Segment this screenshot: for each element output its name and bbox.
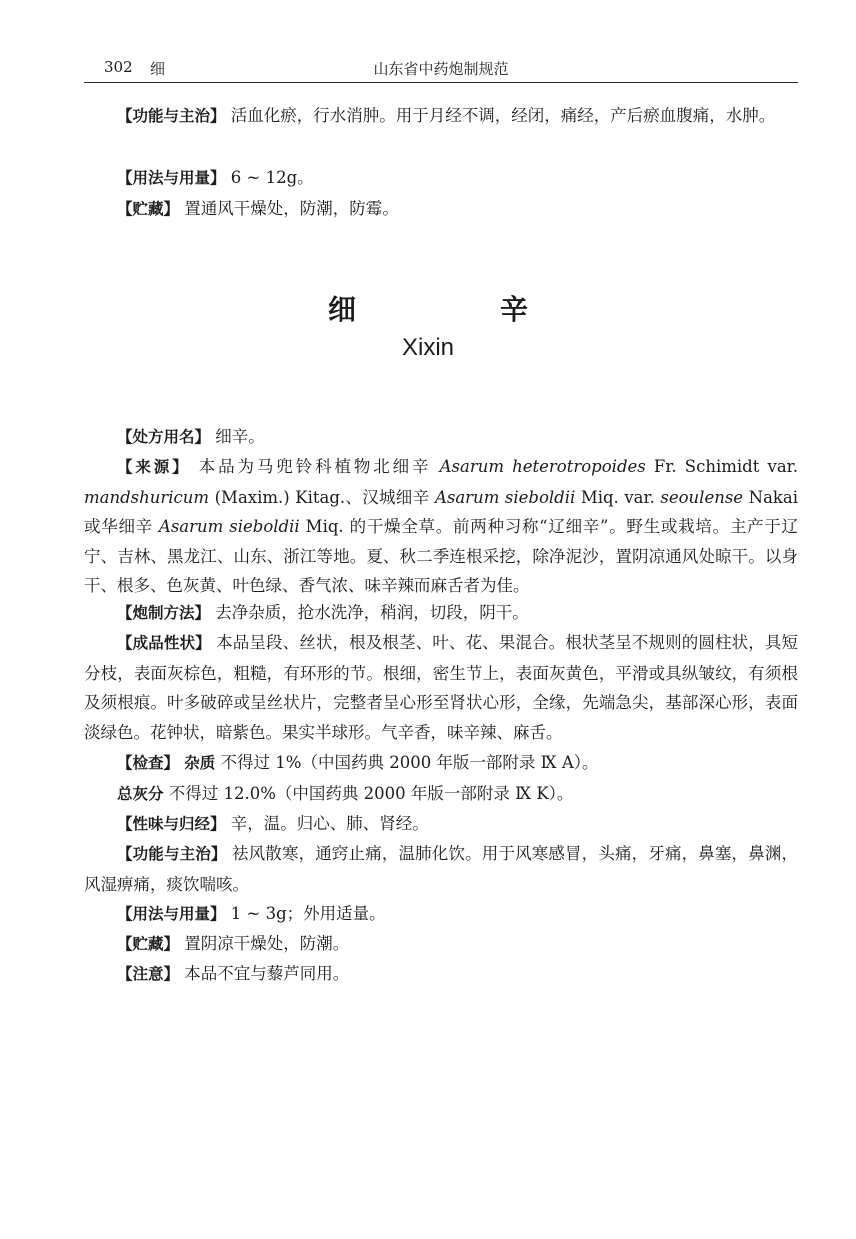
characters-paragraph [84, 628, 798, 747]
monograph-pinyin: Xixin [401, 334, 455, 361]
dosage-label: 【用法与用量】 [117, 905, 226, 923]
source-latin-2: mandshuricum [84, 487, 210, 507]
source-text-6: Miq. 的干燥全草。前两种习称“辽细辛”。野生或栽培。主产于辽宁、吉林、黑龙江、山东、浙江等地。夏、秋二季连根采挖，除净泥沙，置阴凉通风处晾干。以身干、根多、色灰黄、叶色绿、香气浓、味辛辣而麻舌者为佳。 [84, 517, 799, 595]
characters-text: 本品呈段、丝状，根及根茎、叶、花、果混合。根状茎呈不规则的圆柱状，具短分枝，表面灰棕色，粗糙，有环形的节。根细，密生节上，表面灰黄色，平滑或具纵皱纹，有须根及须根痕。叶多破碎或呈丝状片，完整者呈心形至肾状心形，全缘，先端急尖，基部深心形，表面淡绿色。花钟状，暗紫色。果实半球形。气辛香，味辛辣、麻舌。 [84, 633, 798, 742]
caution-label: 【注意】 [117, 965, 180, 983]
dosage-text: 1 ~ 3g；外用适量。 [230, 904, 386, 923]
monograph-title: 细 辛 [327, 293, 586, 326]
function-label: 【功能与主治】 [117, 845, 227, 863]
source-label: 【来源】 [117, 458, 191, 476]
caution-paragraph [84, 959, 798, 990]
prev-storage-label: 【贮藏】 [117, 200, 180, 218]
nature-text: 辛，温。归心、肺、肾经。 [230, 814, 429, 833]
prev-storage-paragraph [84, 194, 798, 225]
impurity-text: 不得过 1%（中国药典 2000 年版一部附录 Ⅸ A）。 [220, 753, 599, 772]
storage-text: 置阴凉干燥处，防潮。 [184, 934, 350, 953]
total-ash-text: 不得过 12.0%（中国药典 2000 年版一部附录 Ⅸ K）。 [168, 784, 574, 803]
prescription-name-paragraph [84, 422, 798, 453]
total-ash-paragraph [84, 779, 798, 810]
prescription-name-label: 【处方用名】 [117, 428, 211, 446]
page-header [84, 56, 798, 83]
source-latin-1: Asarum heterotropoides [439, 457, 646, 476]
storage-paragraph [84, 929, 798, 960]
processing-text: 去净杂质，抢水洗净，稍润，切段，阴干。 [215, 603, 529, 622]
dosage-paragraph [84, 899, 798, 930]
prev-storage-text: 置通风干燥处，防潮，防霉。 [184, 199, 399, 218]
section-character: 细 [150, 60, 166, 78]
function-paragraph [84, 839, 798, 899]
total-ash-label: 总灰分 [117, 785, 164, 803]
storage-label: 【贮藏】 [117, 935, 180, 953]
processing-label: 【炮制方法】 [117, 604, 211, 622]
source-text-5: Nakai 或华细辛 [84, 487, 799, 536]
impurity-label: 杂质 [184, 754, 216, 772]
book-title: 山东省中药炮制规范 [373, 60, 509, 78]
source-text-1: 本品为马兜铃科植物北细辛 [198, 457, 432, 476]
nature-paragraph [84, 809, 798, 840]
source-latin-4: seoulense [660, 487, 744, 507]
prev-dosage-paragraph [84, 163, 798, 194]
page-number: 302 [104, 58, 133, 76]
source-latin-3: Asarum sieboldii [434, 487, 576, 507]
prev-function-text: 活血化瘀，行水消肿。用于月经不调，经闭，痛经，产后瘀血腹痛，水肿。 [230, 106, 776, 125]
nature-label: 【性味与归经】 [117, 815, 226, 833]
prev-function-paragraph [84, 101, 798, 132]
source-paragraph [84, 452, 798, 601]
function-text: 祛风散寒，通窍止痛，温肺化饮。用于风寒感冒，头痛，牙痛，鼻塞，鼻渊，风湿痹痛，痰饮喘咳。 [84, 844, 799, 894]
inspection-label: 【检查】 [117, 754, 180, 772]
prev-dosage-label: 【用法与用量】 [117, 169, 226, 187]
inspection-paragraph [84, 748, 798, 779]
processing-paragraph [84, 598, 798, 629]
prev-dosage-text: 6 ~ 12g。 [230, 168, 314, 187]
prescription-name-text: 细辛。 [215, 427, 265, 446]
caution-text: 本品不宜与藜芦同用。 [184, 964, 350, 983]
source-text-4: Miq. var. [580, 487, 655, 507]
source-text-3: (Maxim.) Kitag.、汉城细辛 [214, 487, 430, 507]
source-text-2: Fr. Schimidt var. [653, 457, 798, 476]
source-latin-5: Asarum sieboldii [158, 517, 300, 536]
characters-label: 【成品性状】 [117, 634, 211, 652]
prev-function-label: 【功能与主治】 [117, 107, 226, 125]
